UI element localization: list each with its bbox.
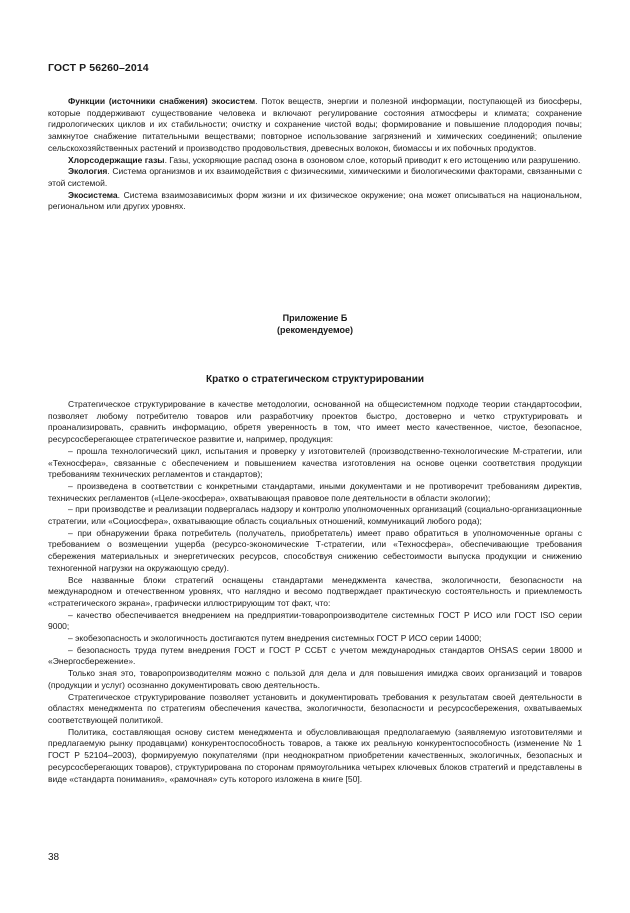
definitions-block (48, 96, 582, 213)
paragraph: – при производстве и реализации подвергалась надзору и контролю уполномоченных организаций (социально-организационные стратегии, или «Социосфера», охватывающие область социальных отношений, коммуникаций любого рода); (48, 504, 582, 527)
paragraph: Только зная это, товаропроизводителям можно с пользой для дела и для повышения имиджа своих организаций и товаров (продукции и услуг) осознанно документировать свою деятельность. (48, 668, 582, 690)
definition-term: Функции (источники снабжения) экосистем (68, 96, 256, 106)
appendix-status: (рекомендуемое) (277, 325, 353, 335)
definition-ecology (48, 166, 582, 189)
paragraph: – качество обеспечивается внедрением на предприятии-товаропроизводителе системных ГОСТ Р ИСО или ГОСТ ISO серии 9000; (48, 609, 582, 632)
paragraph: – произведена в соответствии с конкретными стандартами, иными документами и не противоречит требованиям директив, технических регламентов («Целе-экосфера», охватывающая правовое поле деятельности в области экологии); (48, 480, 582, 503)
appendix-heading (48, 312, 582, 336)
paragraph: – безопасность труда путем внедрения ГОСТ и ГОСТ Р ССБТ с учетом международных стандартов OHSAS серии 18000 и «Энергосбережение». (48, 644, 582, 667)
definition-text: . Система взаимозависимых форм жизни и их физическое окружение; она может описываться на национальном, региональном или других уровнях. (48, 189, 582, 212)
paragraph: Стратегическое структурирование в качестве методологии, основанной на общесистемном подходе теории стандартософии, позволяет любому потребителю товаров или разработчику проектов быстро, достоверно и четко структурировать и проанализировать, сравнить информацию, обретя уверенность в том, что имеет место качественное, чистое, безопасное, ресурсосберегающее стратегическое развитие и, например, продукция: (48, 399, 582, 445)
paragraph: – при обнаружении брака потребитель (получатель, приобретатель) имеет право обратиться в уполномоченные органы с требованием о возмещении ущерба (ресурсо-экономические Т-стратегии, или «Техносфера», обеспечивающие требования сбережения материальных и энергетических ресурсов, способствуя снижению себестоимости выпуска продукции и снижению техногенной нагрузки на окружающую среду). (48, 527, 582, 573)
paragraph: Стратегическое структурирование позволяет установить и документировать требования к результатам своей деятельности в областях менеджмента по стратегиям обеспечения качества, экологичности, безопасности и ресурсосбережения, охватываемых соответствующей политикой. (48, 691, 582, 725)
page-number: 38 (48, 852, 60, 863)
paragraph: – прошла технологический цикл, испытания и проверку у изготовителей (производственно-технологические М-стратегии, или «Техносфера», связанные с обеспечением и повышением качества изготовления на основе оценки соответствия продукции требованиям технических регламентов и стандартов); (48, 445, 582, 480)
definition-term: Хлорсодержащие газы (68, 154, 165, 165)
section-title: Кратко о стратегическом структурировании (205, 374, 424, 385)
page-header-doc-code: ГОСТ Р 56260–2014 (48, 62, 149, 74)
body-text (48, 399, 582, 785)
paragraph: Политика, составляющая основу систем менеджмента и обусловливающая предполагаемую (заявляемую изготовителями и предлагаемую рынку продавцами) конкурентоспособность товаров, а также их реальную конкурентоспособность (изменение № 1 ГОСТ Р 52104–2003), формируемую покупателями (при неоднократном приобретении качественных, экологичных, безопасных и ресурсосберегающих товаров), структурирована по сторонам прямоугольника четырех ключевых блоков стратегий и представлены в виде «стандарта понимания», «рамочная» суть которого изложена в книге [50]. (48, 726, 582, 784)
definition-chlorine-gases (48, 155, 582, 167)
definition-text: . Газы, ускоряющие распад озона в озоновом слое, который приводит к его истощению или разрушению. (164, 154, 581, 165)
paragraph: – экобезопасность и экологичность достигаются путем внедрения системных ГОСТ Р ИСО серии 14000; (68, 633, 482, 644)
definition-ecosystem-functions (48, 96, 582, 155)
paragraph: Все названные блоки стратегий оснащены стандартами менеджмента качества, экологичности, безопасности на международном и отечественном уровнях, что наглядно и весомо подтверждает практическую состоятельность и приемлемость «стратегического экрана», графически иллюстрирующим тот факт, что: (48, 574, 582, 608)
definition-term: Экосистема (68, 189, 118, 200)
definition-text: . Поток веществ, энергии и полезной информации, поступающей из биосферы, которые поддерживают существование человека и включают регулирование состояния атмосферы и климата; сохранение гидрологических циклов и их стабильности; очистку и сохранение чистой воды; формирование и повышение плодородия почвы; замкнутое снабжение питательными веществами; повторное использование загрязнений и химических соединений; опыление сельскохозяйственных растений и производство продовольствия, древесных волокон, биомассы и их побочных продуктов. (48, 96, 582, 153)
appendix-title: Приложение Б (282, 313, 348, 323)
definition-term: Экология (68, 166, 108, 177)
definition-ecosystem (48, 190, 582, 213)
definition-text: . Система организмов и их взаимодействия с физическими, химическими и биологическими факторами, связанными с этой системой. (48, 166, 582, 188)
